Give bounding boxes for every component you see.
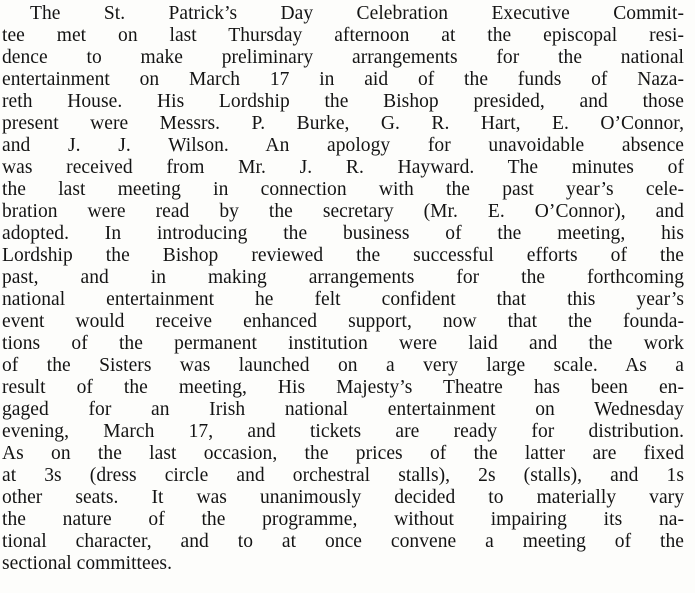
text-line: As on the last occasion, the prices of the latter are fixed (2, 443, 684, 464)
text-line: sectional committees. (2, 553, 172, 574)
text-line: evening, March 17, and tickets are ready for distribution. (2, 421, 684, 442)
text-line: the last meeting in connection with the past year’s cele- (2, 179, 684, 200)
text-line: the nature of the programme, without impairing its na- (2, 509, 684, 530)
text-line: bration were read by the secretary (Mr. E. O’Connor), and (2, 201, 684, 222)
text-line: was received from Mr. J. R. Hayward. The minutes of (2, 157, 684, 178)
text-line: tional character, and to at once convene a meeting of the (2, 531, 684, 552)
text-line: Lordship the Bishop reviewed the successful efforts of the (2, 245, 684, 266)
text-line: at 3s (dress circle and orchestral stalls), 2s (stalls), and 1s (2, 465, 684, 486)
text-line: reth House. His Lordship the Bishop presided, and those (2, 91, 684, 112)
text-line: event would receive enhanced support, now that the founda- (2, 311, 684, 332)
text-line: national entertainment he felt confident that this year’s (2, 289, 684, 310)
text-line: other seats. It was unanimously decided to materially vary (2, 487, 684, 508)
text-line: and J. J. Wilson. An apology for unavoidable absence (2, 135, 684, 156)
text-line: present were Messrs. P. Burke, G. R. Hart, E. O’Connor, (2, 113, 684, 134)
text-line: adopted. In introducing the business of the meeting, his (2, 223, 684, 244)
text-line: past, and in making arrangements for the forthcoming (2, 267, 684, 288)
text-line: dence to make preliminary arrangements for the national (2, 47, 684, 68)
text-line: of the Sisters was launched on a very large scale. As a (2, 355, 684, 376)
text-line: tee met on last Thursday afternoon at the episcopal resi- (2, 25, 684, 46)
text-line: result of the meeting, His Majesty’s Theatre has been en- (2, 377, 684, 398)
text-line: entertainment on March 17 in aid of the funds of Naza- (2, 69, 684, 90)
text-line: gaged for an Irish national entertainment on Wednesday (2, 399, 684, 420)
text-line: The St. Patrick’s Day Celebration Executive Commit- (30, 3, 684, 24)
text-line: tions of the permanent institution were laid and the work (2, 333, 684, 354)
